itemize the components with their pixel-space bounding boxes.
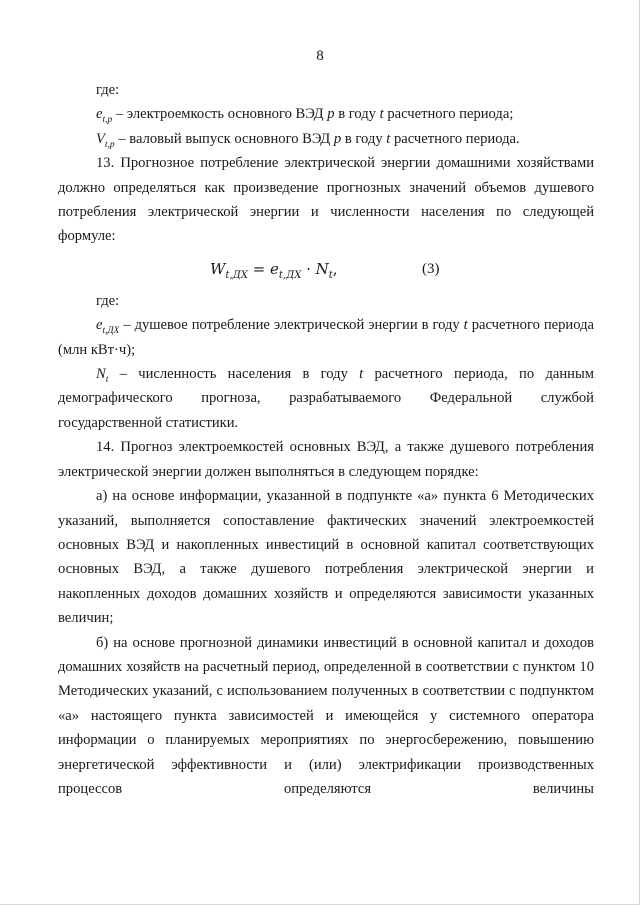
var-n: N	[96, 366, 106, 383]
definition-text: расчетного периода (млн кВт·ч);	[58, 317, 595, 358]
definition-text: в году	[341, 130, 387, 147]
var-p: p	[327, 106, 335, 123]
definition-text: – валовый выпуск основного ВЭД	[114, 130, 334, 147]
definition-gross-output	[58, 127, 594, 151]
definition-text: расчетного периода;	[383, 106, 514, 123]
var-t: t	[379, 106, 384, 123]
var-e: e	[96, 317, 103, 334]
formula-n-subscript: t	[328, 269, 333, 281]
var-t: t	[359, 366, 364, 383]
paragraph-14b: б) на основе прогнозной динамики инвестиций в основной капитал и доходов домашних хозяйств на расчетный период, определенной в соответствии с пунктом 10 Методических указаний, с использованием полученных в соответствии с подпунктом «а» настоящего пункта зависимостей и имеющейся у системного оператора информации о планируемых мероприятиях по энергосбережению, повышению энергетической эффективности и (или) электрификации производственных процессов определяются величины	[58, 634, 594, 797]
definition-text: расчетного периода, по данным демографического прогноза, разрабатываемого Федеральной службой государственной статистики.	[58, 366, 595, 431]
definition-electro-intensity	[58, 102, 594, 126]
formula-n: N	[315, 259, 329, 278]
definition-text: расчетного периода.	[390, 130, 520, 147]
formula-w: W	[210, 259, 226, 278]
var-t: t	[463, 317, 468, 334]
formula-e-subscript: t,ДХ	[278, 269, 302, 281]
var-e: e	[96, 106, 103, 123]
formula-dot: ·	[301, 259, 316, 278]
page-number: 8	[316, 48, 324, 64]
definition-text: – численность населения в году	[108, 366, 360, 383]
var-t: t	[386, 130, 391, 147]
definition-text: в году	[334, 106, 380, 123]
var-e-subscript: t,ДХ	[102, 326, 120, 337]
var-e-subscript: t,p	[102, 115, 113, 126]
where-label-2: где:	[96, 292, 120, 309]
var-v-subscript: t,p	[104, 139, 115, 150]
definition-population	[58, 362, 594, 435]
paragraph-14: 14. Прогноз электроемкостей основных ВЭД, а также душевого потребления электрической энергии должен выполняться в следующем порядке:	[58, 439, 594, 480]
definition-text: – электроемкость основного ВЭД	[112, 106, 328, 123]
formula-comma: ,	[332, 259, 338, 278]
var-n-subscript: t	[105, 374, 109, 385]
formula-e: e	[269, 259, 279, 278]
definition-text: – душевое потребление электрической энергии в году	[119, 317, 464, 334]
formula-w-subscript: t,ДХ	[225, 269, 248, 281]
paragraph-13: 13. Прогнозное потребление электрической энергии домашними хозяйствами должно определяться как произведение прогнозных значений объемов душевого потребления электрической энергии и численности населения по следующей формуле:	[58, 155, 594, 245]
formula-equals: =	[247, 259, 270, 278]
definition-per-capita-consumption	[58, 313, 594, 362]
formula-expression	[210, 257, 338, 281]
var-v: V	[96, 130, 105, 147]
formula-number: (3)	[422, 260, 440, 277]
paragraph-14a: а) на основе информации, указанной в подпункте «а» пункта 6 Методических указаний, выполняется сопоставление фактических значений электроемкостей основных ВЭД и накопленных инвестиций в основной капитал соответствующих основных ВЭД, а также душевого потребления электрической энергии и накопленных доходов домашних хозяйств и определяются зависимости указанных величин;	[58, 488, 594, 627]
formula-3	[58, 253, 594, 287]
where-label-1: где:	[96, 82, 120, 98]
var-p: p	[333, 130, 342, 147]
document-body	[58, 78, 594, 801]
